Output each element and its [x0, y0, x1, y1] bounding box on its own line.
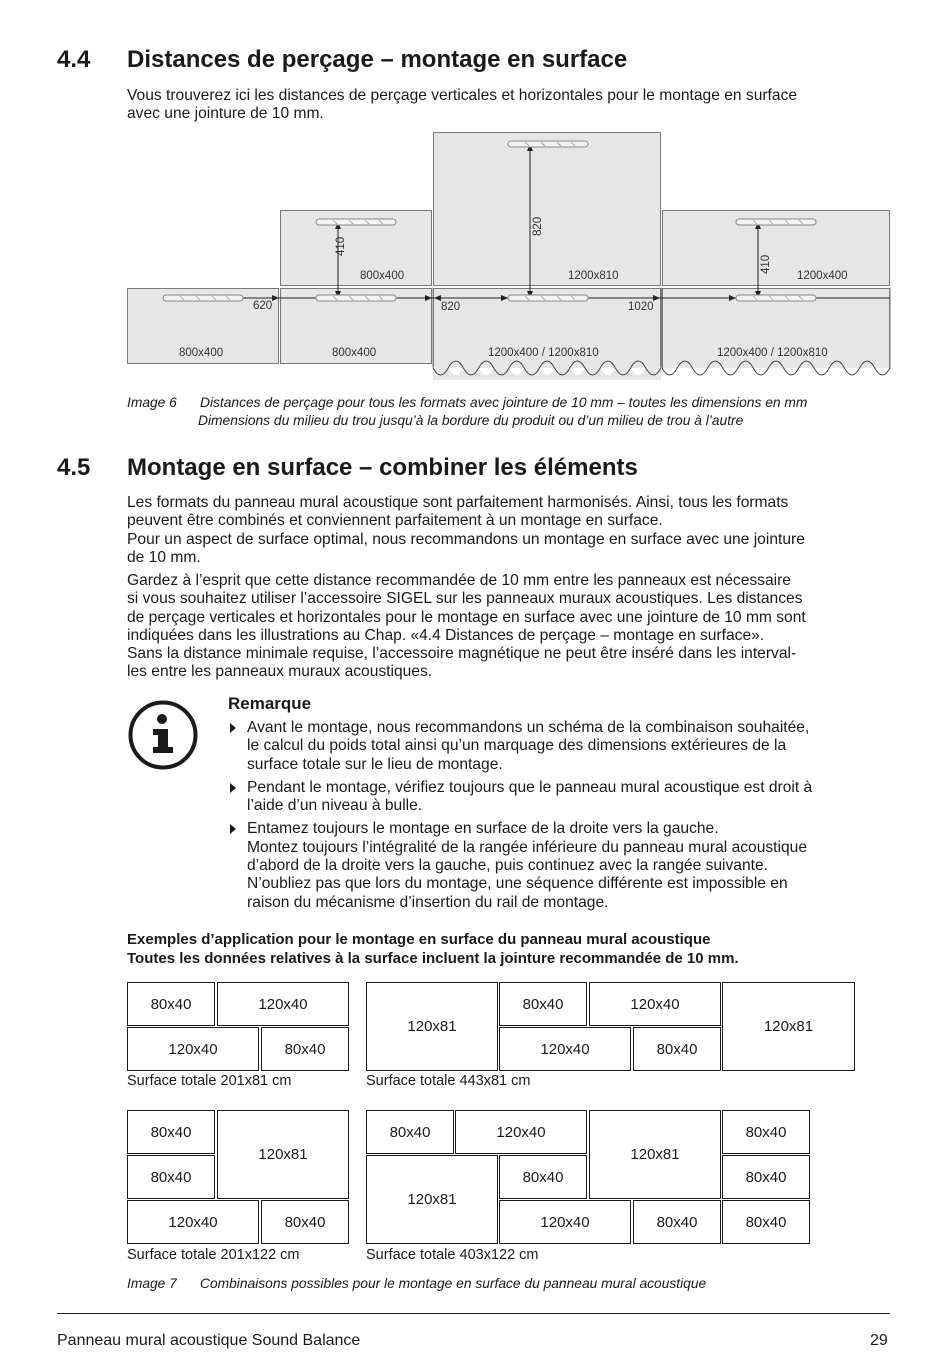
page-number: 29	[870, 1332, 888, 1349]
footer-divider	[57, 1313, 890, 1314]
section-title: Montage en surface – combiner les éléments	[127, 454, 638, 481]
panel-box: 80x40	[633, 1027, 721, 1071]
list-item: Pendant le montage, vérifiez toujours que le panneau mural acoustique est droit à l’aide d’un niveau à bulle.	[228, 779, 898, 816]
panel-box: 80x40	[366, 1110, 454, 1154]
bullet-arrow-icon	[230, 783, 236, 793]
remark-list	[228, 719, 898, 917]
bullet-arrow-icon	[230, 824, 236, 834]
section-number: 4.4	[57, 46, 91, 73]
total-surface: Surface totale 443x81 cm	[366, 1073, 531, 1089]
panel-box: 120x81	[217, 1110, 349, 1199]
figure-caption-label: Image 7	[127, 1276, 177, 1291]
section-title: Distances de perçage – montage en surface	[127, 46, 628, 73]
panel-box: 80x40	[633, 1200, 721, 1244]
panel-box: 120x40	[589, 982, 721, 1026]
panel-box: 120x40	[455, 1110, 587, 1154]
total-surface: Surface totale 201x81 cm	[127, 1073, 292, 1089]
section-number: 4.5	[57, 454, 91, 481]
total-surface: Surface totale 201x122 cm	[127, 1247, 300, 1263]
dimension-label: 1020	[628, 301, 654, 313]
panel-label: 1200x400	[797, 270, 848, 282]
panel-box: 80x40	[127, 1110, 215, 1154]
panel-label: 800x400	[360, 270, 405, 282]
panel-box: 80x40	[127, 982, 215, 1026]
drilling-distances-figure	[0, 0, 950, 390]
dimension-label: 820	[532, 216, 544, 236]
panel-box: 80x40	[261, 1200, 349, 1244]
figure-lines	[0, 0, 950, 390]
dimension-label: 410	[760, 254, 772, 274]
panel-box: 120x40	[127, 1027, 259, 1071]
panel-box: 80x40	[499, 1155, 587, 1199]
panel-box: 120x40	[499, 1200, 631, 1244]
figure-caption-line: Distances de perçage pour tous les formats avec jointure de 10 mm – toutes les dimensions en mm	[200, 395, 808, 410]
bullet-arrow-icon	[230, 723, 236, 733]
panel-box: 120x40	[127, 1200, 259, 1244]
panel-box: 80x40	[261, 1027, 349, 1071]
paragraph: Les formats du panneau mural acoustique sont parfaitement harmonisés. Ainsi, tous les formats peuvent être combinés et conviennent parfaitement à un montage en surface. Pour un aspect de surface optimal, nous recommandons un montage en surface avec une jointure de 10 mm.	[127, 494, 805, 566]
panel-box: 120x81	[722, 982, 855, 1071]
panel-box: 120x81	[366, 982, 498, 1071]
panel-box: 120x40	[217, 982, 349, 1026]
panel-box: 120x81	[589, 1110, 721, 1199]
list-item: Entamez toujours le montage en surface de la droite vers la gauche. Montez toujours l’intégralité de la rangée inférieure du panneau mural acoustique d’abord de la droite vers la gauche, puis continuez avec la rangée suivante. N’oubliez pas que lors du montage, une séquence différente est impossible en raison du mécanisme d’insertion du rail de montage.	[228, 820, 898, 911]
panel-box: 80x40	[722, 1110, 810, 1154]
dimension-label: 820	[441, 301, 461, 313]
panel-box: 120x81	[366, 1155, 498, 1244]
figure-caption-label: Image 6	[127, 395, 177, 410]
remark-title: Remarque	[228, 694, 312, 713]
panel-label: 1200x400 / 1200x810	[717, 347, 828, 359]
panel-label: 800x400	[179, 347, 224, 359]
panel-box: 80x40	[722, 1200, 810, 1244]
panel-label: 1200x810	[568, 270, 619, 282]
panel-box: 120x40	[499, 1027, 631, 1071]
info-icon	[127, 699, 199, 771]
examples-heading: Exemples d’application pour le montage en surface du panneau mural acoustique Toutes les données relatives à la surface incluent la jointure recommandée de 10 mm.	[127, 931, 739, 967]
dimension-label: 620	[253, 300, 273, 312]
figure-caption-line: Combinaisons possibles pour le montage en surface du panneau mural acoustique	[200, 1276, 707, 1291]
section-intro: Vous trouverez ici les distances de perçage verticales et horizontales pour le montage en surface avec une jointure de 10 mm.	[127, 87, 798, 123]
panel-box: 80x40	[499, 982, 587, 1026]
figure-caption-line: Dimensions du milieu du trou jusqu’à la bordure du produit ou d’un milieu de trou à l’autre	[198, 413, 744, 428]
total-surface: Surface totale 403x122 cm	[366, 1247, 539, 1263]
panel-box: 80x40	[722, 1155, 810, 1199]
footer-title: Panneau mural acoustique Sound Balance	[57, 1332, 361, 1349]
panel-box: 80x40	[127, 1155, 215, 1199]
paragraph: Gardez à l’esprit que cette distance recommandée de 10 mm entre les panneaux est nécessaire si vous souhaitez utiliser l’accessoire SIGEL sur les panneaux muraux acoustiques. Les distances de perçage verticales et horizontales pour le montage en surface avec une jointure de 10 mm sont indiquées dans les illustrations au Chap. «4.4 Distances de perçage – montage en surface». Sans la distance minimale requise, l’accessoire magnétique ne peut être inséré dans les interval- les entre les panneaux muraux acoustiques.	[127, 572, 806, 681]
panel-label: 800x400	[332, 347, 377, 359]
list-item: Avant le montage, nous recommandons un schéma de la combinaison souhaitée, le calcul du poids total ainsi qu’un marquage des dimensions extérieures de la surface totale sur le lieu de montage.	[228, 719, 898, 774]
dimension-label: 410	[335, 236, 347, 256]
panel-label: 1200x400 / 1200x810	[488, 347, 599, 359]
